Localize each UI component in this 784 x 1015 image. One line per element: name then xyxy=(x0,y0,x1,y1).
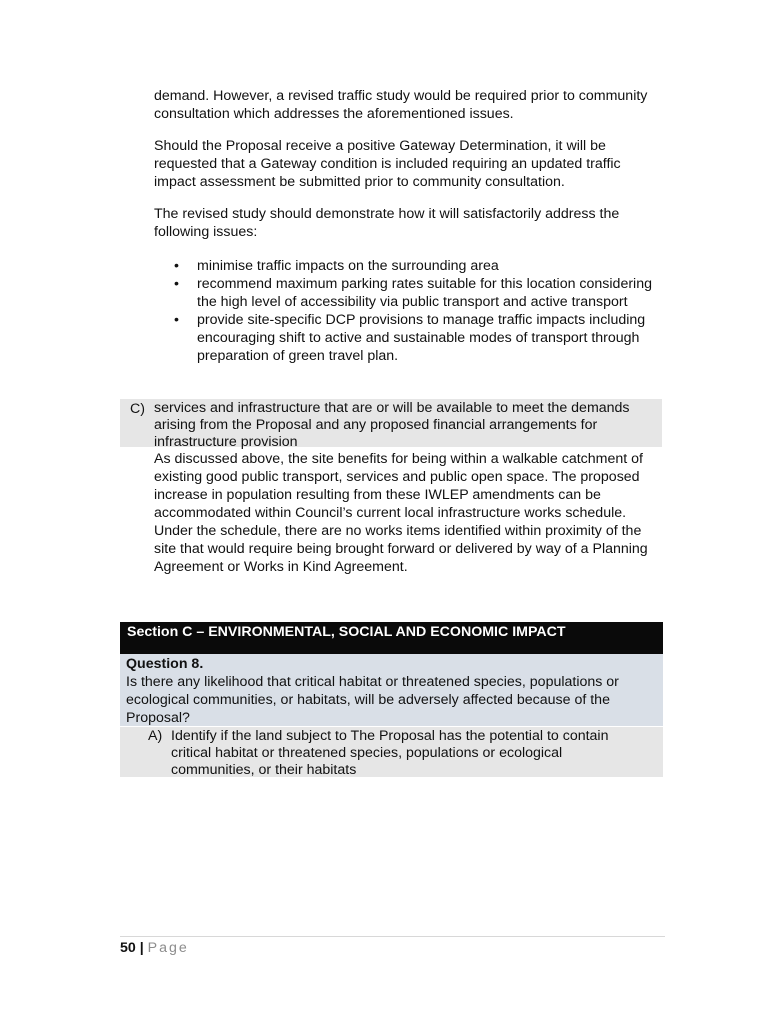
question-text: Is there any likelihood that critical habitat or threatened species, populations or ecological communities, or habitats, will be adversely affected because of the Proposal? xyxy=(126,674,619,726)
criterion-c-response: As discussed above, the site benefits for being within a walkable catchment of existing good public transport, services and public open space. The proposed increase in population resulting from these IWLEP amendments can be accommodated within Council’s current local infrastructure works schedule. Under the schedule, there are no works items identified within proximity of the site that would require being brought forward or delivered by way of a Planning Agreement or Works in Kind Agreement. xyxy=(154,451,648,575)
paragraph-gateway-condition: Should the Proposal receive a positive Gateway Determination, it will be requested that a Gateway condition is included requiring an updated traffic impact assessment be submitted prior to community consultation. xyxy=(154,138,621,190)
page-word: Page xyxy=(147,940,189,956)
section-title: Section C – ENVIRONMENTAL, SOCIAL AND ECONOMIC IMPACT xyxy=(127,624,566,640)
page-number: 50 xyxy=(120,940,136,956)
criterion-c-text: services and infrastructure that are or will be available to meet the demands arising from the Proposal and any proposed financial arrangements for infrastructure provision xyxy=(154,400,630,450)
paragraph-revised-study: The revised study should demonstrate how it will satisfactorily address the following issues: xyxy=(154,206,620,240)
page-footer xyxy=(120,939,189,957)
criterion-c-marker: C) xyxy=(130,401,145,417)
footer-divider xyxy=(120,936,665,937)
criterion-a-text: Identify if the land subject to The Proposal has the potential to contain critical habitat or threatened species, populations or ecological communities, or their habitats xyxy=(171,728,609,778)
question-label: Question 8. xyxy=(126,656,204,672)
list-item: • recommend maximum parking rates suitable for this location considering the high level of accessibility via public transport and active transport xyxy=(154,275,664,311)
footer-separator: | xyxy=(135,940,148,956)
paragraph-traffic-study: demand. However, a revised traffic study would be required prior to community consultation which addresses the aforementioned issues. xyxy=(154,88,648,122)
criterion-a-marker: A) xyxy=(148,728,163,744)
list-item: • minimise traffic impacts on the surrounding area xyxy=(154,257,664,275)
list-item: • provide site-specific DCP provisions to manage traffic impacts including encouraging shift to active and sustainable modes of transport through preparation of green travel plan. xyxy=(154,311,664,365)
issues-list xyxy=(154,257,664,365)
